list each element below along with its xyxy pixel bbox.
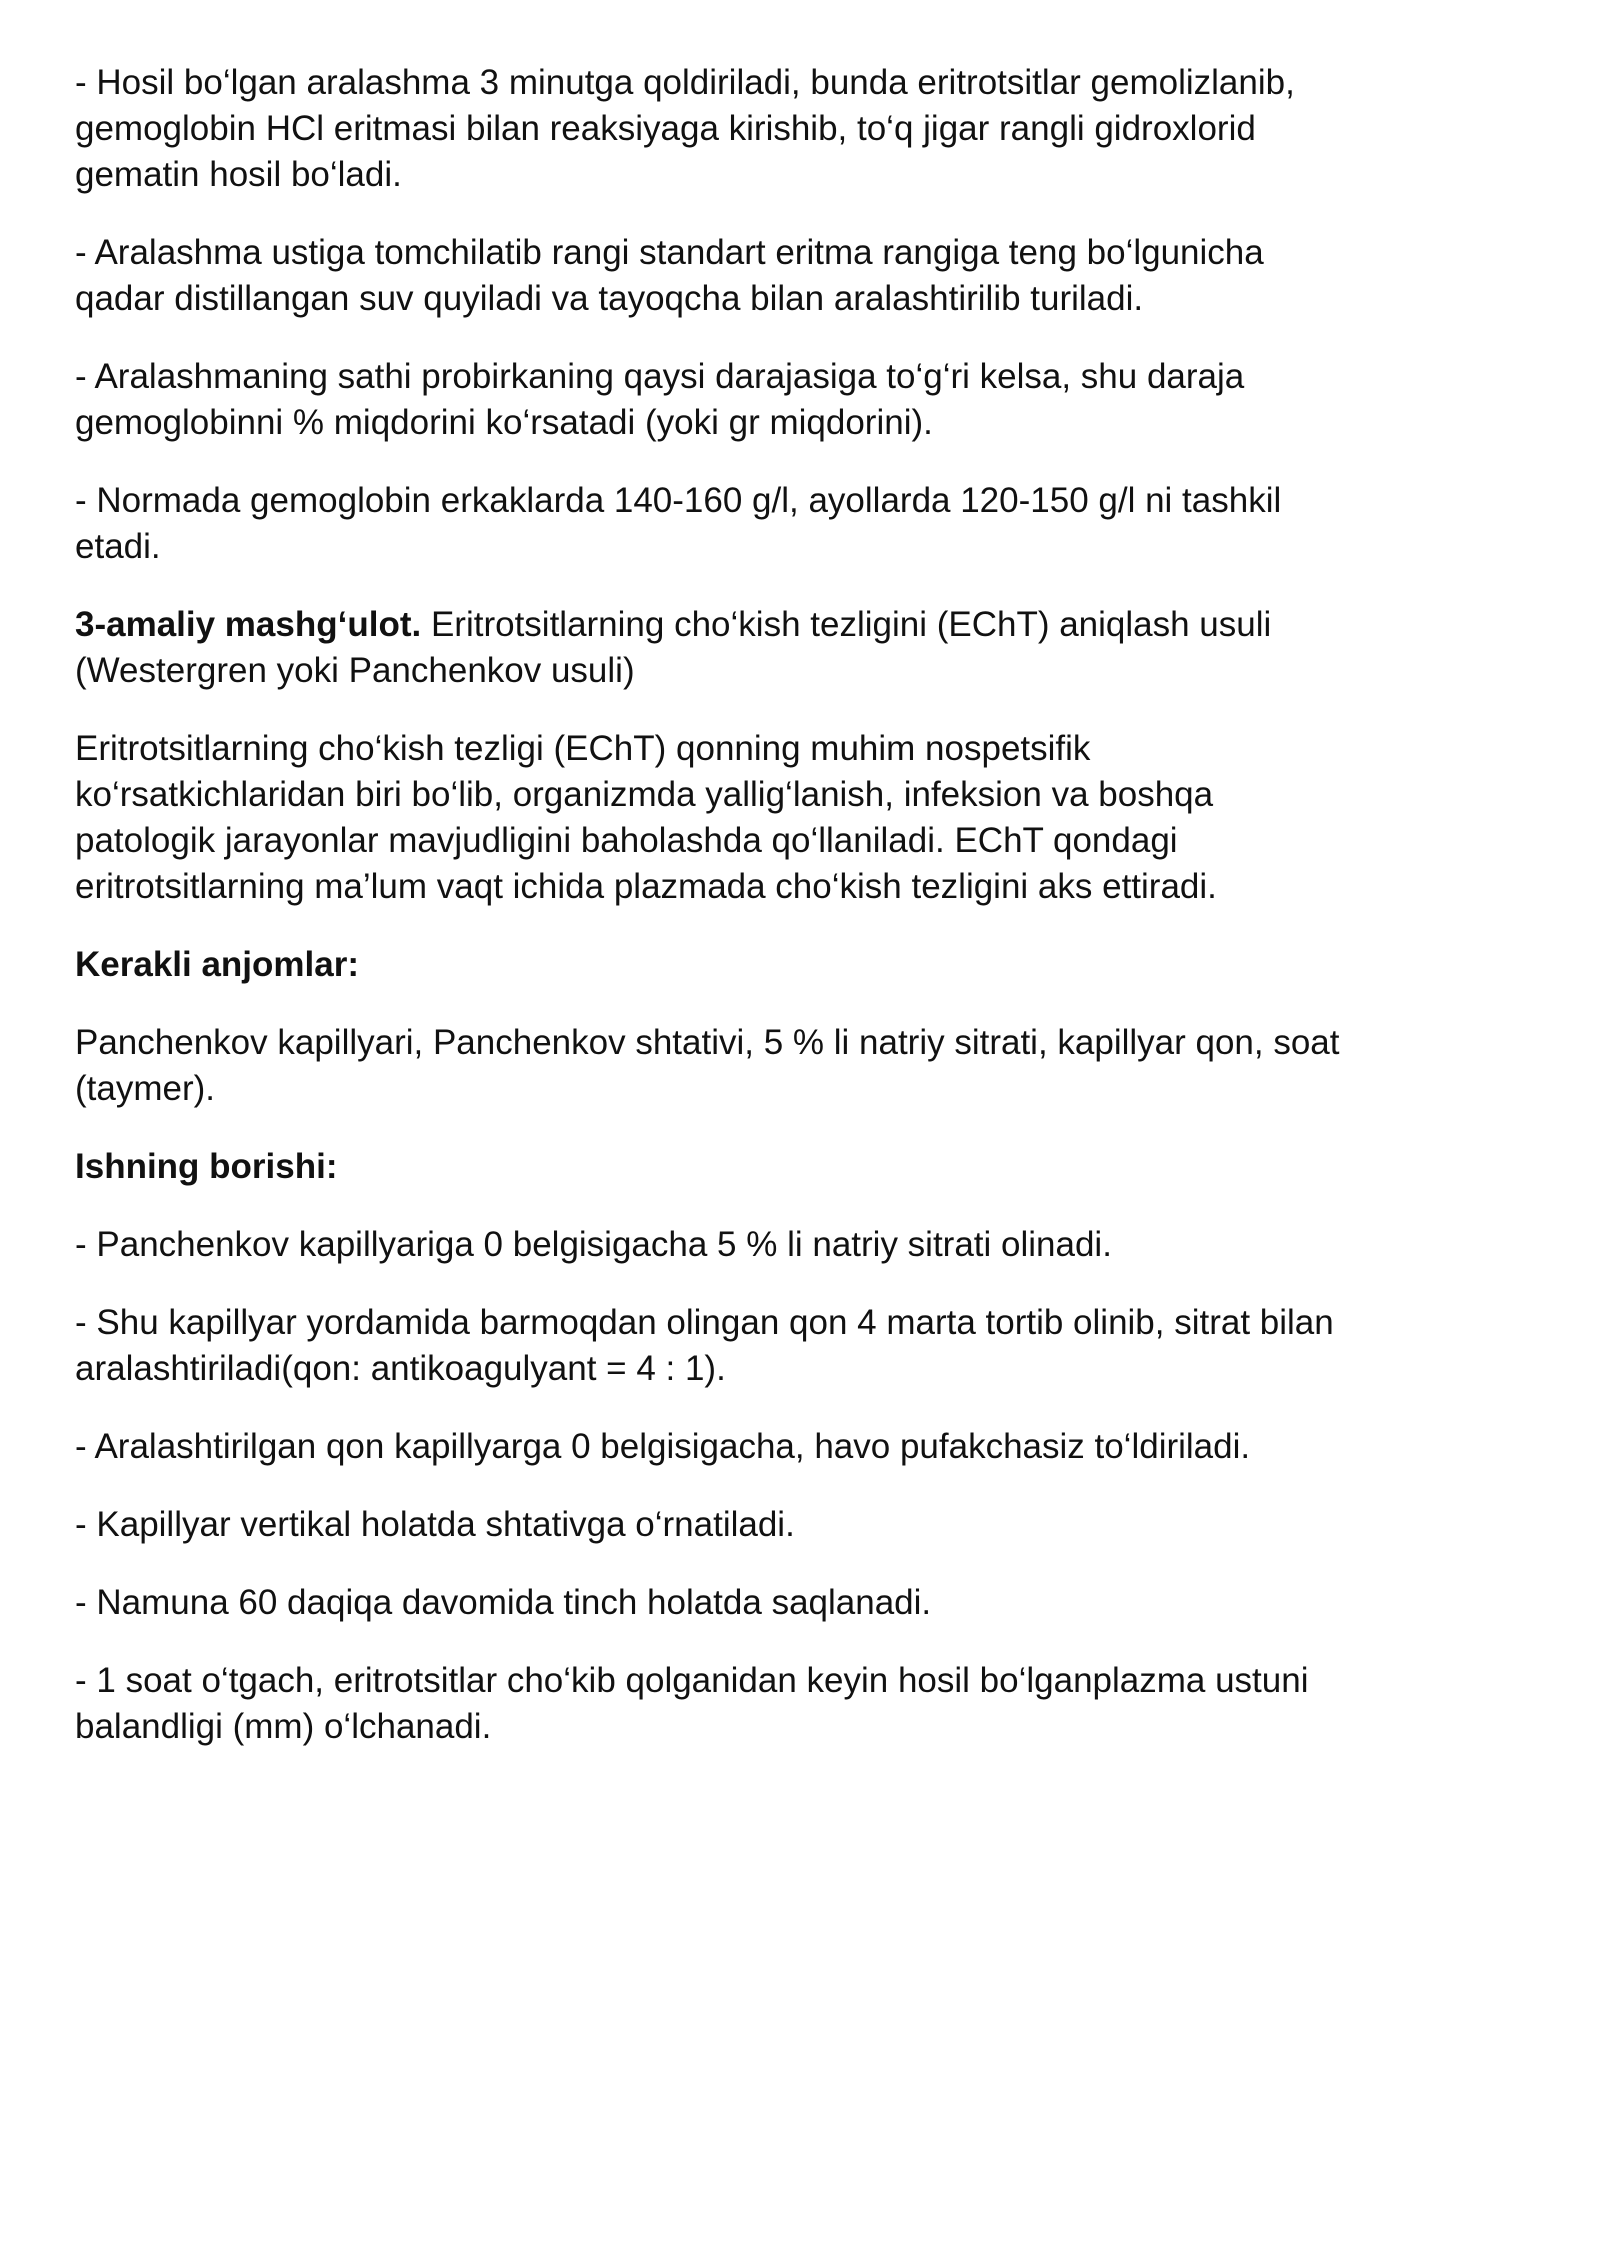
procedure-step: - Namuna 60 daqiqa davomida tinch holatda saqlanadi.	[75, 1583, 932, 1622]
materials-heading: Kerakli anjomlar:	[75, 945, 359, 984]
paragraph-dilution: - Aralashma ustiga tomchilatib rangi standart eritma rangiga teng bo‘lgunicha qadar distillangan suv quyiladi va tayoqcha bilan aralashtirilib turiladi.	[75, 233, 1264, 318]
paragraph-norms: - Normada gemoglobin erkaklarda 140-160 g/l, ayollarda 120-150 g/l ni tashkil etadi.	[75, 481, 1282, 566]
procedure-step: - Shu kapillyar yordamida barmoqdan olingan qon 4 marta tortib olinib, sitrat bilan aralashtiriladi(qon: antikoagulyant = 4 : 1).	[75, 1303, 1334, 1388]
section-intro: Eritrotsitlarning cho‘kish tezligi (EChT) qonning muhim nospetsifik ko‘rsatkichlaridan biri bo‘lib, organizmda yallig‘lanish, infeksion va boshqa patologik jarayonlar mavjudligini baholashda qo‘llaniladi. EChT qondagi eritrotsitlarning ma’lum vaqt ichida plazmada cho‘kish tezligini aks ettiradi.	[75, 729, 1217, 906]
section-title-bold: 3-amaliy mashg‘ulot.	[75, 605, 422, 644]
procedure-step: - Kapillyar vertikal holatda shtativga o‘rnatiladi.	[75, 1505, 795, 1544]
document-page	[75, 60, 1535, 1782]
paragraph-hemolysis: - Hosil bo‘lgan aralashma 3 minutga qoldiriladi, bunda eritrotsitlar gemolizlanib, gemoglobin HCl eritmasi bilan reaksiyaga kirishib, to‘q jigar rangli gidroxlorid gematin hosil bo‘ladi.	[75, 63, 1295, 194]
procedure-step: - Panchenkov kapillyariga 0 belgisigacha 5 % li natriy sitrati olinadi.	[75, 1225, 1112, 1264]
procedure-step: - Aralashtirilgan qon kapillyarga 0 belgisigacha, havo pufakchasiz to‘ldiriladi.	[75, 1427, 1251, 1466]
section-title	[75, 602, 1535, 694]
materials-text: Panchenkov kapillyari, Panchenkov shtativi, 5 % li natriy sitrati, kapillyar qon, soat (taymer).	[75, 1023, 1340, 1108]
section-title-rest: Eritrotsitlarning cho‘kish tezligini (EChT) aniqlash usuli (Westergren yoki Panchenkov usuli)	[75, 605, 1272, 690]
procedure-step: - 1 soat o‘tgach, eritrotsitlar cho‘kib qolganidan keyin hosil bo‘lganplazma ustuni balandligi (mm) o‘lchanadi.	[75, 1661, 1309, 1746]
procedure-heading: Ishning borishi:	[75, 1147, 338, 1186]
paragraph-reading: - Aralashmaning sathi probirkaning qaysi darajasiga to‘g‘ri kelsa, shu daraja gemoglobinni % miqdorini ko‘rsatadi (yoki gr miqdorini).	[75, 357, 1245, 442]
